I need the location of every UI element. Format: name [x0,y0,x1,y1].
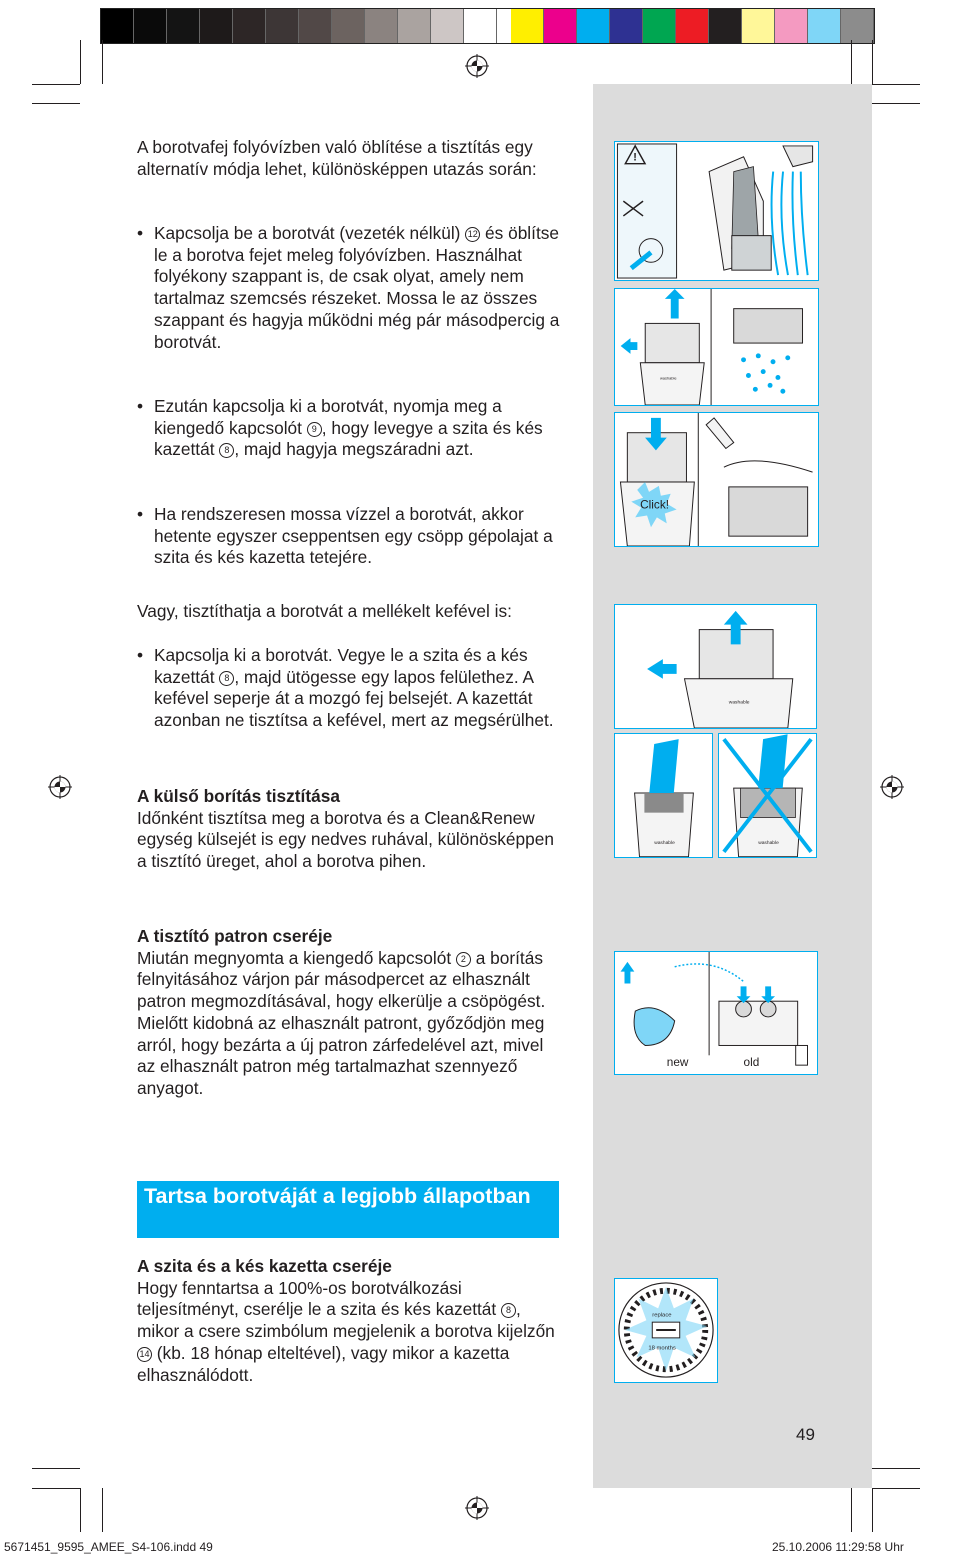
color-swatch [266,9,299,43]
brush-icon [615,734,712,857]
reference-number: 8 [501,1303,516,1318]
color-swatch [511,9,544,43]
registration-mark-icon [48,775,72,799]
old-label: old [743,1055,760,1070]
color-swatch [332,9,365,43]
reference-number: 12 [465,227,480,242]
color-swatch [610,9,643,43]
new-label: new [666,1055,689,1070]
color-swatch [775,9,808,43]
list-item: • Kapcsolja ki a borotvát. Vegye le a szita és a kés kazettát 8 , majd ütögesse egy lapos felülethez. A kefével seperje át a mozgó fej belsejét. A kazettát azonban ne tisztítsa a kefével, mert az megsérülhet. [137,645,562,732]
oil-cassette-illustration [614,412,819,547]
months-word: 18 months [648,1345,676,1352]
reference-number: 14 [137,1347,152,1362]
intro-paragraph [137,137,562,180]
oil-drop-icon [615,413,818,546]
replace-display-illustration [614,1278,718,1383]
footer-timestamp: 25.10.2006 11:29:58 Uhr [772,1540,904,1554]
section-heading: A szita és a kés kazetta cseréje [137,1256,392,1276]
washable-label: washable [728,700,750,706]
prohibited-icon [719,734,816,857]
intro-text: A borotvafej folyóvízben való öblítése a tisztítás egy alternatív módja lehet, különösképpen utazás során: [137,137,537,179]
click-label: Click! [640,497,670,512]
cassette-removal-icon [615,289,818,405]
color-swatch [200,9,233,43]
color-swatch [233,9,266,43]
washable-label: washable [758,841,779,846]
brush-head-illustration [614,733,713,858]
color-swatch [299,9,332,43]
color-swatch [431,9,464,43]
reference-number: 8 [219,671,234,686]
registration-mark-icon [465,54,489,78]
color-swatch [365,9,398,43]
color-calibration-bar [100,8,875,44]
section-body: Mielőtt kidobná az elhasznált patront, győződjön meg arról, hogy bezárta a új patron zárfedelével azt, mivel az elhasznált patron még tartalmazhat szennyező anyagot. [137,1012,545,1098]
color-swatch [398,9,431,43]
list-item: • Kapcsolja be a borotvát (vezeték nélkül) 12 és öblítse le a borotva fejet meleg folyóvízben. Használhat folyékony szappant is, de csak olyat, amely nem tartalmaz szemcsés részeket. Mossa le az összes szappant és hagyja működni még pár másodpercig a borotvát. [137,223,562,353]
color-swatch [709,9,742,43]
color-swatch [134,9,167,43]
reference-number: 8 [219,443,234,458]
color-swatch [464,9,497,43]
brush-intro [137,601,562,623]
footer-file-name: 5671451_9595_AMEE_S4-106.indd 49 [4,1540,213,1554]
section-body: Időnként tisztítsa meg a borotva és a Clean&Renew egység külsejét is egy nedves ruhával, különösképpen a tisztító üreget, ahol a borotva pihen. [137,807,554,872]
brush-intro-text: Vagy, tisztíthatja a borotvát a mellékelt kefével is: [137,601,512,621]
section-banner: Tartsa borotváját a legjobb állapotban [137,1181,559,1238]
reference-number: 2 [456,952,471,967]
washable-label: washable [654,841,675,846]
bullet-list-2 [137,645,562,732]
washable-label: washable [659,375,677,381]
color-swatch [544,9,577,43]
color-swatch [841,9,874,43]
tap-cassette-illustration [614,604,817,729]
list-item: • Ha rendszeresen mossa vízzel a borotvát, akkor hetente egyszer cseppentsen egy csöpp gépolajat a szita és kés kazetta tetejére. [137,504,567,569]
color-swatch [101,9,134,43]
outer-cleaning-section [137,786,562,873]
section-body: Hogy fenntartsa a 100%-os borotválkozási teljesítményt, cserélje le a szita és kés kazettát 8 , mikor a csere szimbólum megjelenik a borotva kijelzőn 14 (kb. 18 hónap elteltével), vagy mikor a kazetta elhasználódott. [137,1277,555,1385]
cartridge-section [137,926,562,1100]
replace-symbol-icon [615,1279,717,1382]
shaver-rinse-icon [615,142,818,280]
list-item: • Ezután kapcsolja ki a borotvát, nyomja meg a kiengedő kapcsolót 9 , hogy levegye a szita és kés kazettát 8 , majd hagyja megszáradni azt. [137,396,562,461]
cartridge-icon [615,952,817,1074]
color-swatch [742,9,775,43]
replace-word: replace [652,1312,672,1319]
section-heading: A tisztító patron cseréje [137,926,333,946]
color-swatch [577,9,610,43]
cassette-tap-icon [615,605,816,728]
replace-section [137,1256,562,1386]
remove-cassette-illustration [614,288,819,406]
color-swatch [643,9,676,43]
color-swatch [808,9,841,43]
registration-mark-icon [465,1496,489,1520]
registration-mark-icon [880,775,904,799]
svg-text:!: ! [633,151,637,164]
bullet-list-1 [137,223,562,353]
color-swatch [167,9,200,43]
reference-number: 9 [307,422,322,437]
bullet-list-1c [137,504,567,569]
page-number: 49 [796,1425,815,1444]
bullet-list-1b [137,396,562,461]
swatch-gap [497,9,511,43]
section-body: Miután megnyomta a kiengedő kapcsolót 2 a borítás felnyitásához várjon pár másodpercet az elhasznált patron megmozdításával, hogy elkerülje a csöpögést. [137,947,546,1012]
color-swatch [676,9,709,43]
cartridge-replace-illustration [614,951,818,1075]
section-heading: A külső borítás tisztítása [137,786,340,806]
brush-cassette-prohibited-illustration [718,733,817,858]
rinse-illustration [614,141,819,281]
